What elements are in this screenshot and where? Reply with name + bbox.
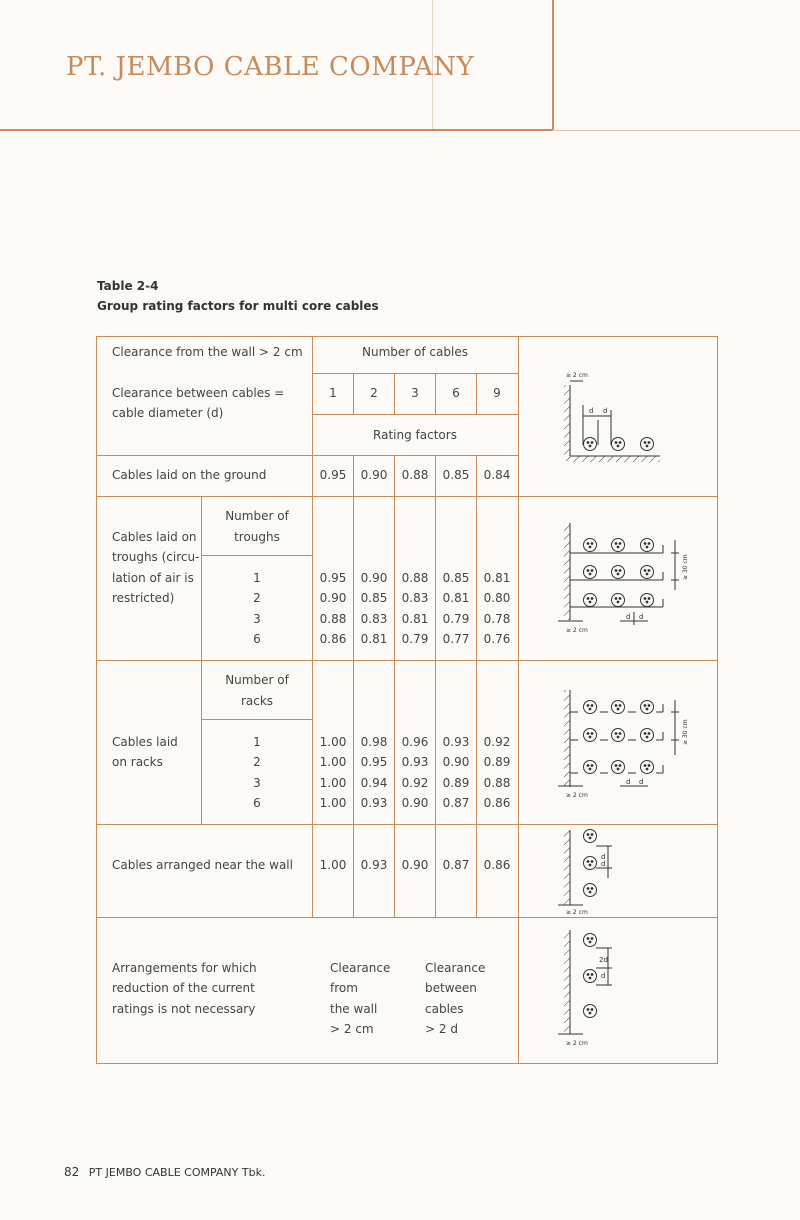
diameter-label: d bbox=[603, 407, 608, 415]
col-rule bbox=[435, 455, 436, 917]
value-cell: 0.81 bbox=[360, 632, 388, 646]
col-rule bbox=[312, 455, 313, 917]
troughs-label: Cables laid on bbox=[112, 530, 197, 544]
clearance-cables-note: Clearance bbox=[425, 961, 486, 975]
clearance-2cm-label: ≥ 2 cm bbox=[566, 1040, 588, 1047]
value-cell: 0.78 bbox=[483, 612, 511, 626]
double-diameter-label: 2d bbox=[599, 956, 608, 964]
clearance-2cm-label: ≥ 2 cm bbox=[566, 909, 588, 916]
value-cell: 0.83 bbox=[401, 591, 429, 605]
troughs-count-header: troughs bbox=[234, 530, 280, 544]
diameter-label: d bbox=[601, 860, 606, 868]
clearance-cables-label: Clearance between cables = bbox=[112, 386, 285, 400]
value-cell: 0.84 bbox=[483, 468, 511, 482]
clearance-wall-note: > 2 cm bbox=[330, 1022, 374, 1036]
cable-count-cell: 2 bbox=[370, 386, 378, 400]
troughs-label: lation of air is bbox=[112, 571, 194, 585]
col-rule bbox=[353, 455, 354, 917]
value-cell: 1.00 bbox=[319, 755, 347, 769]
diameter-label: d bbox=[589, 407, 594, 415]
racks-count: 6 bbox=[253, 796, 261, 810]
clearance-cables-note: cables bbox=[425, 1002, 464, 1016]
arrangements-label: Arrangements for which bbox=[112, 961, 257, 975]
value-cell: 0.81 bbox=[483, 571, 511, 585]
header-rule bbox=[0, 129, 552, 131]
value-cell: 0.85 bbox=[442, 468, 470, 482]
count-hrule bbox=[201, 555, 312, 556]
diameter-label: d bbox=[639, 613, 644, 621]
value-cell: 0.90 bbox=[319, 591, 347, 605]
clearance-2cm-label: ≥ 2 cm bbox=[566, 627, 588, 634]
racks-label: on racks bbox=[112, 755, 163, 769]
row-rule bbox=[96, 496, 718, 497]
clearance-cables-note: between bbox=[425, 981, 477, 995]
clearance-30cm-label: ≥ 30 cm bbox=[682, 719, 689, 745]
value-cell: 0.90 bbox=[442, 755, 470, 769]
col-rule bbox=[394, 455, 395, 917]
page-number: 82 bbox=[64, 1165, 80, 1179]
value-cell: 0.92 bbox=[401, 776, 429, 790]
clearance-cables-label-2: cable diameter (d) bbox=[112, 406, 224, 420]
value-cell: 0.94 bbox=[360, 776, 388, 790]
row-rule bbox=[96, 824, 718, 825]
racks-count: 3 bbox=[253, 776, 261, 790]
clearance-wall-note: from bbox=[330, 981, 358, 995]
value-cell: 0.95 bbox=[360, 755, 388, 769]
troughs-count: 1 bbox=[253, 571, 261, 585]
value-cell: 0.93 bbox=[401, 755, 429, 769]
ground-label: Cables laid on the ground bbox=[112, 468, 267, 482]
value-cell: 0.85 bbox=[442, 571, 470, 585]
number-of-cables-heading: Number of cables bbox=[362, 345, 468, 359]
value-cell: 0.79 bbox=[401, 632, 429, 646]
racks-count: 2 bbox=[253, 755, 261, 769]
footer-company: PT JEMBO CABLE COMPANY Tbk. bbox=[88, 1166, 266, 1179]
diameter-label: d bbox=[626, 778, 631, 786]
header-vertical-rule-faint bbox=[432, 0, 433, 129]
clearance-wall-label: Clearance from the wall > 2 cm bbox=[112, 345, 303, 359]
cable-count-cell: 3 bbox=[411, 386, 419, 400]
clearance-30cm-label: ≥ 30 cm bbox=[682, 554, 689, 580]
racks-label: Cables laid bbox=[112, 735, 178, 749]
value-cell: 1.00 bbox=[319, 858, 347, 872]
rating-factors-heading: Rating factors bbox=[373, 428, 457, 442]
diagram-vrule bbox=[518, 336, 519, 1064]
arrangements-label: ratings is not necessary bbox=[112, 1002, 256, 1016]
value-cell: 1.00 bbox=[319, 796, 347, 810]
value-cell: 0.86 bbox=[483, 796, 511, 810]
row-rule bbox=[96, 660, 718, 661]
value-cell: 0.88 bbox=[401, 571, 429, 585]
value-cell: 0.80 bbox=[483, 591, 511, 605]
value-cell: 0.98 bbox=[360, 735, 388, 749]
value-cell: 0.81 bbox=[401, 612, 429, 626]
row-rule bbox=[96, 917, 718, 918]
value-cell: 0.95 bbox=[319, 571, 347, 585]
cable-count-cell: 1 bbox=[329, 386, 337, 400]
troughs-count: 2 bbox=[253, 591, 261, 605]
company-header: PT. JEMBO CABLE COMPANY bbox=[66, 52, 475, 82]
clearance-wall-note: the wall bbox=[330, 1002, 378, 1016]
clearance-2cm-label: ≥ 2 cm bbox=[566, 792, 588, 799]
cable-count-cell: 6 bbox=[452, 386, 460, 400]
header-rule bbox=[312, 414, 518, 415]
value-cell: 0.90 bbox=[401, 796, 429, 810]
clearance-cables-note: > 2 d bbox=[425, 1022, 458, 1036]
header-rule bbox=[312, 373, 518, 374]
value-cell: 0.88 bbox=[401, 468, 429, 482]
racks-count-header: racks bbox=[240, 694, 274, 708]
value-cell: 0.90 bbox=[360, 571, 388, 585]
arrangements-label: reduction of the current bbox=[112, 981, 255, 995]
diameter-label: d bbox=[601, 853, 606, 861]
value-cell: 0.85 bbox=[360, 591, 388, 605]
value-cell: 0.87 bbox=[442, 858, 470, 872]
value-cell: 0.77 bbox=[442, 632, 470, 646]
header-rule-right bbox=[552, 130, 800, 131]
wall-label: Cables arranged near the wall bbox=[112, 858, 293, 872]
value-cell: 0.93 bbox=[360, 796, 388, 810]
value-cell: 0.86 bbox=[483, 858, 511, 872]
row-rule bbox=[96, 455, 518, 456]
diameter-label: d bbox=[639, 778, 644, 786]
table-subtitle: Group rating factors for multi core cables bbox=[97, 299, 379, 313]
col-rule bbox=[476, 455, 477, 917]
cable-count-cell: 9 bbox=[493, 386, 501, 400]
header-vertical-rule bbox=[552, 0, 554, 130]
table-title: Table 2-4 bbox=[97, 279, 159, 293]
value-cell: 0.95 bbox=[319, 468, 347, 482]
troughs-count: 3 bbox=[253, 612, 261, 626]
value-cell: 0.89 bbox=[483, 755, 511, 769]
clearance-2cm-label: ≥ 2 cm bbox=[566, 372, 588, 379]
page-footer bbox=[64, 1165, 265, 1179]
value-cell: 0.86 bbox=[319, 632, 347, 646]
value-cell: 0.93 bbox=[360, 858, 388, 872]
value-cell: 0.96 bbox=[401, 735, 429, 749]
value-cell: 0.76 bbox=[483, 632, 511, 646]
value-cell: 0.93 bbox=[442, 735, 470, 749]
value-cell: 0.89 bbox=[442, 776, 470, 790]
troughs-label: troughs (circu- bbox=[112, 550, 200, 564]
value-cell: 0.81 bbox=[442, 591, 470, 605]
value-cell: 0.87 bbox=[442, 796, 470, 810]
diameter-label: d bbox=[601, 972, 606, 980]
value-cell: 1.00 bbox=[319, 735, 347, 749]
troughs-count: 6 bbox=[253, 632, 261, 646]
racks-count-header: Number of bbox=[225, 673, 289, 687]
count-hrule bbox=[201, 719, 312, 720]
troughs-label: restricted) bbox=[112, 591, 175, 605]
troughs-count-header: Number of bbox=[225, 509, 289, 523]
value-cell: 0.90 bbox=[401, 858, 429, 872]
value-cell: 1.00 bbox=[319, 776, 347, 790]
value-cell: 0.88 bbox=[483, 776, 511, 790]
value-cell: 0.83 bbox=[360, 612, 388, 626]
clearance-wall-note: Clearance bbox=[330, 961, 391, 975]
racks-count: 1 bbox=[253, 735, 261, 749]
value-cell: 0.88 bbox=[319, 612, 347, 626]
value-cell: 0.92 bbox=[483, 735, 511, 749]
value-cell: 0.90 bbox=[360, 468, 388, 482]
diameter-label: d bbox=[626, 613, 631, 621]
value-cell: 0.79 bbox=[442, 612, 470, 626]
